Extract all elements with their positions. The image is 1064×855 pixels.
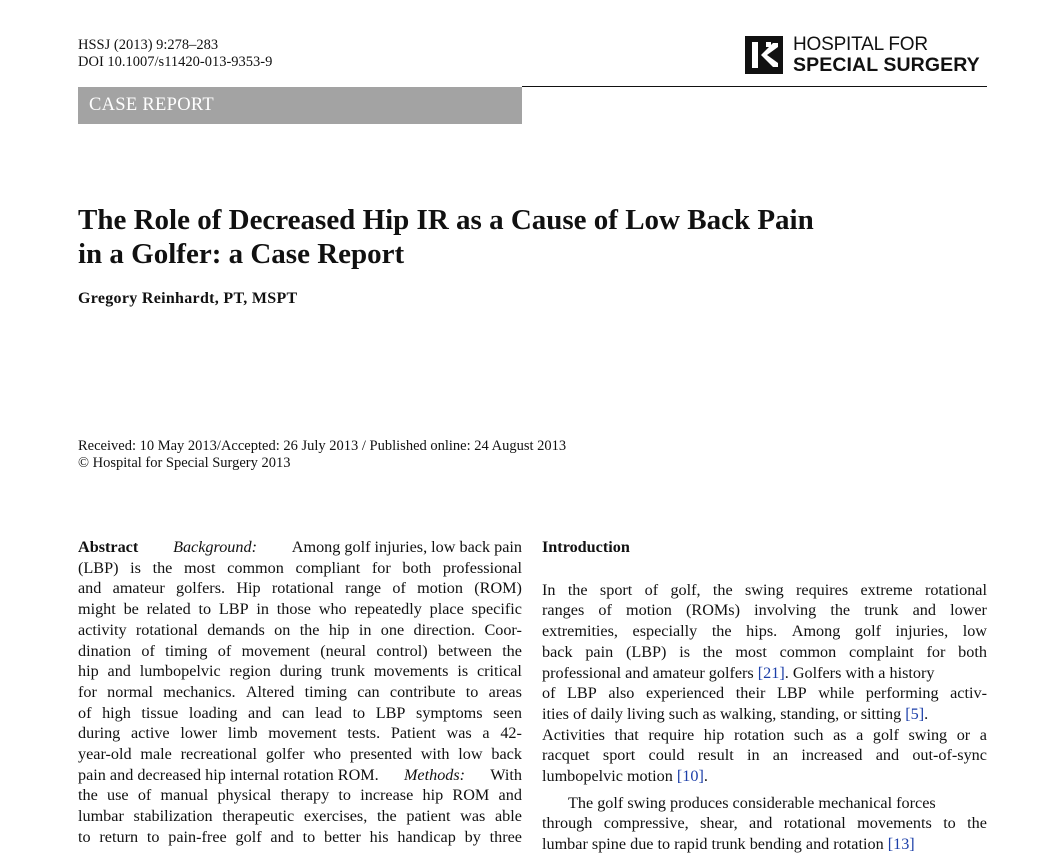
word: extreme [860,580,913,599]
category-label: CASE REPORT [89,95,215,115]
word: range [345,579,382,598]
word: to [465,682,479,701]
word: and [875,746,900,765]
word: male [140,745,172,764]
word: (ROM) [474,579,522,598]
word: rotational [271,579,334,598]
word: ranges [542,601,585,620]
word: or [956,725,971,744]
word: presented [349,745,412,764]
word: symptoms [416,703,483,722]
word: LBP [375,703,406,722]
publication-dates: Received: 10 May 2013/Accepted: 26 July 2013 / Published online: 24 August 2013 [78,438,567,454]
word: golfer [265,745,305,764]
abstract-line [78,744,522,765]
word: LBP [218,600,249,619]
word: hip [422,786,444,805]
word: performing [865,684,939,703]
word: LBP [567,684,597,703]
word: hip [703,725,725,744]
word: golf [235,827,262,846]
word: motion [417,579,463,598]
word: between [437,641,492,660]
word: who [313,745,342,764]
abstract-line [78,661,522,682]
word: of [644,580,659,599]
word: and [912,601,936,620]
word: racquet [542,746,590,765]
word: to [352,703,366,722]
word: one [380,620,405,639]
abstract-text: Among golf injuries, low back pain [291,538,522,556]
word: of [598,601,612,620]
word: Patient [390,724,436,743]
word: hips. [746,622,778,641]
word: (neural [320,641,367,660]
word: Coor- [484,620,522,639]
word: better [324,827,361,846]
word: lead [315,703,342,722]
word: compressive, [603,814,689,833]
word: to [302,827,316,846]
word: the [152,558,173,577]
word: their [735,684,766,703]
word: both [958,642,987,661]
abstract-line [78,682,522,703]
word: rotation [733,725,785,744]
word: back [542,642,573,661]
article-title [78,203,978,271]
word: and [270,827,294,846]
word: return [99,827,139,846]
abstract-column [78,537,522,848]
word: compliant [295,558,361,577]
word: tissue [141,703,179,722]
word: able [495,807,522,826]
word: and [498,786,522,805]
word: activity [78,620,127,639]
word: and [107,662,131,681]
word: of [542,684,556,703]
word: three [489,827,522,846]
word: lumbopelvic [139,662,221,681]
word: lumbar [78,807,124,826]
word: and [749,814,773,833]
word: be [123,600,139,619]
word: dination [78,641,132,660]
word: most [735,642,767,661]
word: hip [328,620,350,639]
word: back [491,745,522,764]
category-banner [78,87,522,124]
word: tests. [347,724,381,743]
word: rotational [924,580,987,599]
word: an [772,746,789,765]
methods-label: Methods: [403,765,466,784]
word: involving [754,601,817,620]
word: sport [599,580,633,599]
word: also [608,684,635,703]
word: of [137,786,152,805]
word: LBP [776,684,807,703]
intro-line [542,600,987,621]
word: contribute [389,682,456,701]
word: of [141,641,155,660]
word: to [198,600,212,619]
word: Among [791,622,841,641]
title-line-1: The Role of Decreased Hip IR as a Cause of Low Back Pain [78,204,814,236]
word: timing [165,641,208,660]
intro-line [542,725,987,746]
word: movements [857,814,932,833]
word: year-old [78,745,132,764]
word: areas [488,682,522,701]
word: result [697,746,734,765]
word: for [78,682,97,701]
word: golf [854,622,881,641]
word: swing [745,580,784,599]
word: shear, [700,814,738,833]
word: the [830,601,851,620]
word: region [229,662,271,681]
word: in [746,746,760,765]
word: low [458,745,483,764]
title-line-2: in a Golfer: a Case Report [78,238,405,270]
header-rule [522,86,987,87]
abstract-line [78,827,522,848]
word: trunk [864,601,899,620]
word: active [130,724,170,743]
abstract-line [78,620,522,641]
word: those [276,600,311,619]
intro-line: The golf swing produces considerable mechanical forces [568,793,936,812]
word: amateur [112,579,165,598]
word: especially [632,622,698,641]
word: Hip [236,579,261,598]
intro-line: professional and amateur golfers [21]. Golfers with a history [542,663,935,682]
word: might [78,600,116,619]
reference-link-5[interactable]: [5] [905,704,925,723]
word: such [793,725,824,744]
word: handicap [397,827,456,846]
word: a [482,724,490,743]
publisher-logo [745,34,980,76]
word: to [943,814,956,833]
hss-logo-icon [745,36,783,74]
word: is [130,558,141,577]
word: as [833,725,847,744]
word: increase [360,786,414,805]
word: (LBP) [625,642,667,661]
word: rotational [783,814,846,833]
word: the [967,814,987,833]
word: motion [626,601,672,620]
word: direction. [413,620,476,639]
word: the [502,641,522,660]
abstract-line [78,599,522,620]
word: pain-free [168,827,227,846]
word: (ROMs) [686,601,740,620]
word: repeatedly [354,600,422,619]
introduction-column [542,537,987,855]
word: patient [406,807,451,826]
word: that [614,725,639,744]
word: swing [908,725,948,744]
word: for [926,642,946,661]
intro-line [542,745,987,766]
word: high [102,703,131,722]
journal-citation: HSSJ (2013) 9:278–283 [78,37,219,53]
reference-link-13[interactable]: [13] [887,835,915,854]
word: related [146,600,191,619]
intro-line [542,580,987,601]
word: demands [207,620,265,639]
word: mechanics. [163,682,236,701]
word: was [460,807,486,826]
intro-line [542,683,987,704]
word: and [78,579,102,598]
word: Altered [245,682,295,701]
background-label: Background: [173,538,257,556]
word: injuries, [895,622,949,641]
word: (LBP) [78,558,119,577]
word: a [979,725,987,744]
word: trunk [330,662,365,681]
word: and [248,703,272,722]
word: place [429,600,464,619]
word: through [542,814,593,833]
intro-line [542,621,987,642]
article-history [78,438,566,472]
reference-link-21[interactable]: [21] [757,663,785,682]
word: for [371,558,391,577]
intro-line: lumbar spine due to rapid trunk bending and rotation [13] [542,835,915,854]
word: of [78,703,92,722]
word: sport [602,746,636,765]
word: a [856,725,864,744]
word: of [217,641,232,660]
doi: DOI 10.1007/s11420-013-9353-9 [78,54,273,70]
word: golf, [670,580,701,599]
word: who [318,600,347,619]
word: with [420,745,450,764]
word: by [464,827,481,846]
word: the [78,786,98,805]
word: both [402,558,432,577]
word: increased [801,746,863,765]
word: in [256,600,269,619]
word: normal [107,682,153,701]
reference-link-10[interactable]: [10] [676,767,704,786]
word: critical [476,662,522,681]
word: on [274,620,291,639]
intro-line: ities of daily living such as walking, standing, or sitting [5]. [542,704,929,723]
word: loading [188,703,238,722]
word: rotational [135,620,198,639]
word: hip [78,662,99,681]
word: requires [796,580,849,599]
word: the [299,620,320,639]
word: therapeutic [222,807,295,826]
word: while [818,684,855,703]
word: can [281,703,305,722]
abstract-line: pain and decreased hip internal rotation ROM. Methods: With [78,765,522,784]
word: extremities, [542,622,618,641]
word: movements [373,662,449,681]
publisher-name-line1: HOSPITAL FOR [793,34,928,55]
word: golfers. [176,579,226,598]
introduction-heading: Introduction [542,538,630,556]
word: professional [442,558,522,577]
journal-info [78,37,272,71]
word: out-of-sync [912,746,987,765]
word: require [648,725,695,744]
word: experienced [645,684,725,703]
word: his [369,827,389,846]
word: the [567,580,588,599]
word: the [376,807,397,826]
word: the [702,642,723,661]
word: 42- [500,724,522,743]
word: the [712,580,733,599]
word: is [679,642,691,661]
word: exercises, [303,807,368,826]
abstract-line [78,578,522,599]
abstract-line [78,703,522,724]
word: common [779,642,837,661]
word: in [358,620,372,639]
word: lower [180,724,218,743]
intro-line: lumbopelvic motion [10]. [542,767,708,786]
word: timing [304,682,347,701]
abstract-line [78,558,522,579]
abstract-line [78,641,522,662]
word: most [184,558,216,577]
word: movement [241,641,310,660]
word: of [392,579,406,598]
word: low [962,622,987,641]
word: was [446,724,472,743]
word: use [107,786,129,805]
word: golf [872,725,899,744]
abstract-line [78,785,522,806]
word: during [78,724,121,743]
word: control) [376,641,428,660]
word: movement [268,724,337,743]
word: Activities [542,725,605,744]
word: complaint [849,642,914,661]
word: therapy [280,786,330,805]
word: stabilization [133,807,213,826]
word: common [227,558,284,577]
publisher-name-line2: SPECIAL SURGERY [793,54,980,76]
word: lower [950,601,987,620]
word: limb [227,724,258,743]
abstract-heading: Abstract [78,538,139,556]
word: recreational [180,745,258,764]
word: activ- [950,684,987,703]
word: could [648,746,685,765]
word: can [357,682,380,701]
word: In [542,580,556,599]
word: during [279,662,322,681]
word: to [146,827,160,846]
word: manual [160,786,209,805]
word: to [338,786,351,805]
copyright-line: © Hospital for Special Surgery 2013 [78,455,291,471]
word: is [457,662,469,681]
intro-line [542,642,987,663]
word: to [78,827,91,846]
abstract-line [78,537,522,558]
word: specific [471,600,522,619]
word: the [711,622,732,641]
word: pain [585,642,614,661]
author-line: Gregory Reinhardt, PT, MSPT [78,290,298,307]
word: physical [217,786,272,805]
abstract-line [78,723,522,744]
word: ROM [452,786,490,805]
word: seen [493,703,522,722]
abstract-line [78,806,522,827]
intro-line [542,813,987,834]
